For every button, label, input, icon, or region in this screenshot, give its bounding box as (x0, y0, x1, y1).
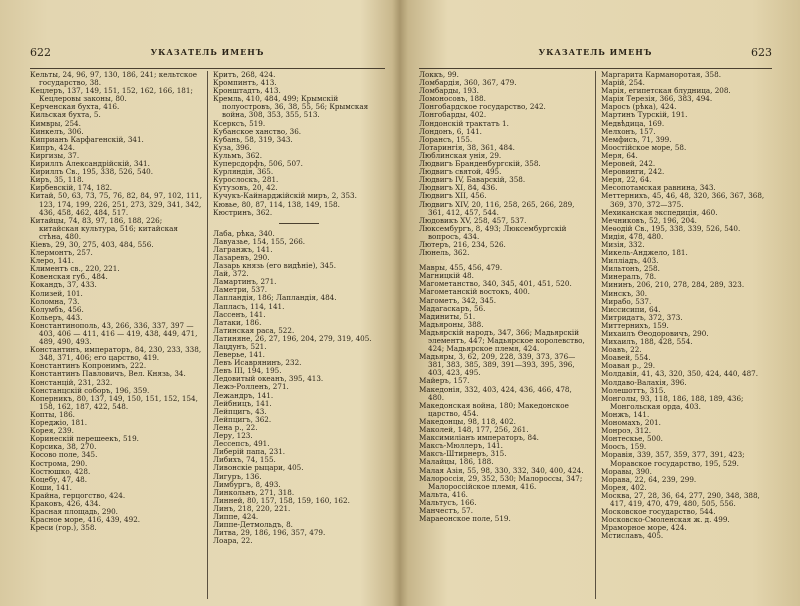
index-entry: Магометанскій востокъ, 400. (419, 287, 530, 297)
left-header-rule (30, 68, 385, 69)
index-entry: Людвигъ XII, 456. (419, 191, 487, 201)
right-header-rule (419, 68, 772, 69)
index-entry: Кириллъ Св., 195, 338, 526, 540. (30, 167, 154, 177)
index-entry: Лейпцигъ, 43. (213, 406, 267, 416)
index-entry: Лазарь князь (его видѣніе), 345. (213, 261, 336, 271)
right-page-columns (419, 71, 772, 599)
left-page-header (30, 46, 385, 68)
index-entry: Мелхонъ, 157. (601, 126, 656, 136)
index-entry: Мечниковъ, 52, 196, 204. (601, 215, 697, 225)
index-entry: Максъ-Штирнеръ, 315. (419, 449, 507, 459)
index-entry: Корсика, 38, 270. (30, 442, 97, 452)
index-entry: Монголы, 93, 118, 186, 188, 189, 436; Монгольская орда, 403. (601, 393, 744, 411)
index-entry: Колумбъ, 456. (30, 304, 84, 314)
index-entry: Максимиліанъ императоръ, 84. (419, 433, 539, 443)
index-entry: Констанцскій соборъ, 196, 359. (30, 385, 150, 395)
index-entry: Колизей, 101. (30, 288, 83, 298)
index-entry: Меровинги, 242. (601, 167, 665, 177)
index-entry: Монтескье, 500. (601, 434, 663, 444)
index-entry: Липпе-Детмольдъ, 8. (213, 520, 293, 530)
index-entry: Леверье, 141. (213, 350, 265, 360)
index-entry: Лай, 372. (213, 269, 249, 279)
index-entry: Ксерксъ, 519. (213, 118, 266, 128)
index-entry: Левъ Исаврянинъ, 232. (213, 358, 302, 368)
index-entry: Малайцы, 186, 188. (419, 457, 494, 467)
index-entry: Мильтонъ, 258. (601, 264, 660, 274)
index-entry: Локкъ, 99. (419, 71, 459, 79)
index-entry: Кромпинтъ, 413. (213, 78, 277, 88)
index-entry: Монжъ, 141. (601, 409, 650, 419)
index-entry: Мемфисъ, 71, 399. (601, 134, 672, 144)
index-entry: Микель-Анджело, 181. (601, 248, 688, 258)
index-entry: Мадьяроны, 388. (419, 319, 484, 329)
index-entry: Клеро, 141. (30, 256, 74, 266)
index-entry: Морава, 22, 64, 239, 299. (601, 474, 697, 484)
index-entry: Мизія, 332. (601, 239, 645, 249)
index-entry: Лессепсъ, 491. (213, 439, 270, 449)
index-entry: Московское государство, 544. (601, 507, 716, 517)
index-entry: Коши, 141. (30, 482, 72, 492)
index-entry: Киръ, 35, 118. (30, 175, 84, 185)
index-entry: Монроэ, 312. (601, 426, 652, 436)
index-entry: Люнель, 362. (419, 248, 470, 258)
index-entry: Левъ III, 194, 195. (213, 366, 282, 376)
index-entry: Липпе, 424. (213, 511, 259, 521)
index-entry: Киприанъ Карфагенскій, 341. (30, 134, 144, 144)
index-entry: Линъ, 218, 220, 221. (213, 503, 291, 513)
index-entry: Меровей, 242. (601, 159, 656, 169)
index-entry: Лежандръ, 141. (213, 390, 274, 400)
index-entry: Кювье, 80, 87, 114, 138, 149, 158. (213, 199, 340, 209)
index-entry: Лонгобардское государство, 242. (419, 102, 546, 112)
index-entry: Магометанство, 340, 345, 401, 451, 520. (419, 279, 572, 289)
index-entry: Кронштадтъ, 413. (213, 86, 281, 96)
index-entry: Латиняне, 26, 27, 196, 204, 279, 319, 405. (213, 333, 372, 343)
index-entry: Коперникъ, 80, 137, 149, 150, 151, 152, 154, 158, 162, 187, 422, 548. (30, 393, 198, 411)
index-entry: Куза, 396. (213, 142, 252, 152)
index-entry: Молешоттъ, 315. (601, 385, 666, 395)
index-entry: Кіевъ, 29, 30, 275, 403, 484, 556. (30, 239, 154, 249)
index-entry: Миссисипи, 64. (601, 304, 661, 314)
index-entry: Морея, 402. (601, 482, 647, 492)
index-entry: Куперсдорфъ, 506, 507. (213, 159, 303, 169)
index-entry: Лотарингія, 38, 361, 484. (419, 142, 515, 152)
index-entry: Константинополь, 43, 266, 336, 337, 397 — 403, 406 — 411, 416 — 419, 438, 449, 471, 489, 490, 493. (30, 320, 198, 347)
index-entry: Клермонтъ, 257. (30, 248, 93, 258)
index-entry: Моосъ, 159. (601, 442, 647, 452)
index-entry: Лондонскій трактатъ 1. (419, 118, 509, 128)
right-page-running-title: УКАЗАТЕЛЬ ИМЕНЪ (538, 47, 653, 57)
index-entry: Меря, 64. (601, 150, 638, 160)
index-entry: Копты, 186. (30, 409, 75, 419)
index-entry: Моавая р., 29. (601, 361, 656, 371)
index-entry: Миттернихъ, 159. (601, 320, 669, 330)
index-entry: Китай, 50, 63, 73, 75, 76, 82, 84, 97, 102, 111, 123, 174, 199, 226, 251, 273, 329, 341, 342, 436, 458, 462, 484, 517. (30, 191, 202, 217)
index-entry: Ливонскіе рыцари, 405. (213, 463, 304, 473)
index-entry: Лена р., 22. (213, 422, 258, 432)
index-entry: Лондонъ, 6, 141. (419, 126, 482, 136)
index-entry: Малая Азія, 55, 98, 330, 332, 340, 400, 424. (419, 465, 584, 475)
index-entry: Ламартинъ, 271. (213, 277, 277, 287)
index-entry: Красная площадь, 290. (30, 507, 118, 517)
index-entry: Лоара, 22. (213, 536, 253, 546)
index-entry: Латаки, 186. (213, 317, 262, 327)
index-entry: Лавуазье, 154, 155, 266. (213, 236, 306, 246)
index-entry: Кореджіо, 181. (30, 418, 87, 428)
index-entry: Кириллъ Александрійскій, 341. (30, 159, 150, 169)
index-entry: Молдавія, 41, 43, 320, 350, 424, 440, 487. (601, 369, 758, 379)
index-entry: Ломоносовъ, 188. (419, 94, 486, 104)
index-entry: Климентъ св., 220, 221. (30, 264, 120, 274)
index-entry: Михаилъ, 188, 428, 554. (601, 337, 693, 347)
index-entry: Людвигъ Бранденбургскій, 358. (419, 159, 541, 169)
index-entry: Моавей, 554. (601, 353, 651, 363)
index-entry: Максъ-Мюллеръ, 141. (419, 441, 503, 451)
index-entry: Людвигъ IV, Баварскій, 358. (419, 175, 526, 185)
index-entry: Мономахъ, 201. (601, 418, 661, 428)
index-entry: Кремль, 410, 484, 499; Крымскій полуостровъ, 36, 38, 55, 56; Крымская война, 308, 353, 355, 513. (213, 94, 369, 120)
index-entry: Константинъ Павловичъ, Вел. Князь, 34. (30, 369, 186, 379)
index-entry: Кучукъ-Кайнарджійскій миръ, 2, 353. (213, 191, 357, 201)
right-page-number: 623 (751, 46, 772, 59)
index-entry: Красное море, 416, 439, 492. (30, 515, 141, 525)
right-column-1-part-b (419, 264, 590, 523)
index-entry: Константинъ, императоръ, 84, 230, 233, 338, 348, 371, 406; его царство, 419. (30, 345, 202, 363)
index-entry: Лонгобарды, 402. (419, 110, 487, 120)
index-entry: Молдаво-Валахія, 396. (601, 377, 687, 387)
index-entry: Коцебу, 47, 48. (30, 474, 88, 484)
index-entry: Македонская война, 180; Македонское царство, 454. (419, 400, 569, 418)
index-entry: Ледовитый океанъ, 395, 413. (213, 374, 324, 384)
index-entry: Магницкій 48. (419, 271, 474, 281)
index-entry: Михаилъ Өеодоровичъ, 290. (601, 329, 709, 338)
index-entry: Марій, 254. (601, 78, 645, 88)
index-entry: Кельты, 24, 96, 97, 130, 186, 241; кельтское государство, 38. (30, 71, 198, 88)
index-entry: Креси (гор.), 358. (30, 523, 97, 533)
index-entry: Кульмъ, 362. (213, 150, 263, 160)
left-column-2 (207, 71, 385, 599)
index-entry: Московско-Смоленская ж. д. 499. (601, 515, 730, 525)
index-entry: Ломбарды, 193. (419, 86, 479, 96)
index-entry: Меѳодій Св., 195, 338, 339, 526, 540. (601, 223, 741, 233)
index-entry: Коломна, 73. (30, 296, 80, 306)
left-page (0, 0, 399, 606)
index-entry: Лассенъ, 141. (213, 309, 266, 319)
left-column-2-part-b (213, 230, 385, 546)
index-entry: Леру, 123. (213, 431, 253, 441)
index-entry: Лорансъ, 155. (419, 134, 473, 144)
left-page-running-title: УКАЗАТЕЛЬ ИМЕНЪ (150, 47, 265, 57)
index-entry: Кинкелъ, 306. (30, 126, 84, 136)
right-column-2 (595, 71, 772, 599)
index-entry: Кокандъ, 37, 433. (30, 280, 97, 290)
index-entry: Либихъ, 74, 155. (213, 455, 276, 465)
index-entry: Кутузовъ, 20, 42. (213, 183, 278, 193)
index-entry: Литва, 29, 186, 196, 357, 479. (213, 528, 326, 538)
index-entry: Москва, 27, 28, 36, 64, 277, 290, 348, 388, 417, 419, 470, 479, 480, 505, 556. (601, 490, 760, 508)
index-entry: Кольеръ, 443. (30, 312, 83, 322)
index-entry: Люксембургъ, 8, 493; Люксембургскій вопросъ, 434. (419, 223, 567, 241)
index-entry: Людвигъ святой, 495. (419, 167, 502, 177)
index-entry: Константинъ Копронимъ, 222. (30, 361, 147, 371)
index-entry: Мадьяры, 3, 62, 209, 228, 339, 373, 376—381, 383, 385, 389, 391—393, 395, 396, 403, 423, 495. (419, 352, 576, 378)
index-entry: Мальта, 416. (419, 489, 468, 499)
index-entry: Марія Терезія, 366, 383, 494. (601, 94, 713, 104)
letter-separator-l (279, 223, 319, 224)
index-entry: Китайцы, 74, 83, 97, 186, 188, 226; китайская культура, 516; китайская стѣна, 480. (30, 215, 178, 241)
index-entry: Мстиславъ, 405. (601, 531, 664, 541)
right-page (401, 0, 800, 606)
index-entry: Моавъ, 22. (601, 345, 642, 355)
index-entry: Людовикъ XV, 258, 457, 537. (419, 215, 527, 225)
index-entry: Майеръ, 157. (419, 376, 470, 386)
index-entry: Марія, египетская блудница, 208. (601, 86, 731, 96)
index-entry: Мининъ, 206, 210, 278, 284, 289, 323. (601, 280, 745, 290)
index-entry: Лазаревъ, 290. (213, 252, 270, 262)
index-entry: Митридатъ, 372, 373. (601, 312, 683, 322)
index-entry: Корея, 239. (30, 426, 74, 436)
index-entry: Кецлеръ, 137, 149, 151, 152, 162, 166, 181; Кецлеровы законы, 80. (30, 86, 193, 104)
right-column-1-part-a (419, 71, 590, 257)
index-entry: Ломбардія, 360, 367, 479. (419, 78, 517, 88)
index-entry: Милліадъ, 403. (601, 256, 659, 266)
index-entry: Мехиканская экспедиція, 460. (601, 207, 718, 217)
index-entry: Керченская бухта, 416. (30, 102, 120, 112)
index-entry: Малороссія, 29, 352, 530; Малороссы, 347; Малороссійское племя, 416. (419, 473, 583, 491)
right-column-1 (419, 71, 595, 599)
index-entry: Кирбевскій, 174, 182. (30, 183, 113, 193)
index-entry: Магометъ, 342, 345. (419, 295, 496, 305)
index-entry: Кимвры, 254. (30, 118, 81, 128)
index-entry: Македонцы, 98, 118, 402. (419, 416, 516, 426)
right-page-header (419, 46, 772, 68)
index-entry: Месопотамская равнина, 343. (601, 183, 716, 193)
index-entry: Краковъ, 426, 434. (30, 498, 101, 508)
index-entry: Констанцій, 231, 232. (30, 377, 113, 387)
index-entry: Минскъ, 30. (601, 288, 648, 298)
index-entry: Мавры, 455, 456, 479. (419, 263, 503, 273)
index-entry: Мирабо, 537. (601, 296, 652, 306)
index-entry: Костюшко, 428. (30, 466, 91, 476)
left-page-number: 622 (30, 46, 51, 59)
left-column-1 (30, 71, 207, 599)
index-entry: Маросъ (рѣка), 424. (601, 102, 677, 112)
index-entry: Лейбницъ, 141. (213, 398, 272, 408)
index-entry: Кубань, 58, 319, 343. (213, 134, 293, 144)
index-entry: Македонія, 332, 403, 424, 436, 466, 478, 480. (419, 384, 572, 402)
index-entry: Моравы, 390. (601, 466, 652, 476)
index-entry: Мадьярскій народъ, 347, 366; Мадьярскій элементъ, 447; Мадьярское королевство, 424; Мадьярское племя, 424. (419, 327, 585, 354)
index-entry: Медвѣдица, 169. (601, 118, 665, 128)
index-entry: Людвигъ XI, 84, 436. (419, 183, 498, 193)
index-entry: Лагранжъ, 141. (213, 244, 273, 254)
index-entry: Ковенская губ., 484. (30, 272, 108, 282)
index-entry: Мадиниты, 51. (419, 311, 476, 321)
index-entry: Кострома, 290. (30, 458, 88, 468)
index-entry: Мальтусъ, 166. (419, 497, 477, 507)
index-entry: Косово поле, 345. (30, 450, 98, 460)
index-entry: Лигуръ, 136. (213, 471, 262, 481)
index-entry: Моостійское море, 58. (601, 142, 687, 152)
index-entry: Линней, 80, 157, 158, 159, 160, 162. (213, 495, 350, 505)
index-entry: Кильская бухта, 5. (30, 110, 101, 120)
index-entry: Кубанское ханство, 36. (213, 126, 302, 136)
index-entry: Киргизы, 37. (30, 150, 80, 160)
index-entry: Ламетри, 537. (213, 285, 268, 295)
index-entry: Коринескій перешеекъ, 519. (30, 434, 139, 444)
index-entry: Мартинъ Турскій, 191. (601, 110, 688, 120)
left-page-columns (30, 71, 385, 599)
index-entry: Линкольнъ, 271, 318. (213, 487, 295, 497)
index-entry: Мраморное море, 424. (601, 523, 687, 533)
index-entry: Люблинская унія, 29. (419, 150, 502, 160)
index-entry: Лапландія, 186; Лапландія, 484. (213, 293, 337, 303)
index-entry: Курляндія, 365. (213, 167, 274, 177)
index-entry: Крайна, герцогство, 424. (30, 490, 126, 500)
index-entry: Манчестъ, 57. (419, 505, 474, 515)
index-entry: Лежэ-Ролленъ, 271. (213, 382, 289, 392)
index-entry: Лацдунъ, 521. (213, 342, 267, 351)
left-column-2-part-a (213, 71, 385, 217)
index-entry: Маколей, 148, 177, 256, 261. (419, 425, 529, 435)
index-entry: Лютеръ, 216, 234, 526. (419, 239, 506, 249)
index-entry: Лейпцигъ, 362. (213, 414, 272, 424)
index-entry: Минералъ, 78. (601, 272, 657, 282)
index-entry: Кипръ, 424. (30, 142, 75, 152)
index-entry: Кюстринъ, 362. (213, 207, 273, 217)
index-entry: Моравія, 339, 357, 359, 377, 391, 423; Моравское государство, 195, 529. (601, 450, 745, 468)
index-entry: Людвигъ XIV, 20, 116, 258, 265, 266, 289, 361, 412, 457, 544. (419, 199, 575, 217)
index-entry: Либерій папа, 231. (213, 447, 286, 457)
index-entry: Мадагаскаръ, 56. (419, 303, 486, 313)
index-entry: Мидія, 478, 480. (601, 231, 664, 241)
index-entry: Мараеонское поле, 519. (419, 514, 511, 524)
index-entry: Лимбургъ, 8, 493. (213, 479, 281, 489)
index-entry: Лапласъ, 114, 141. (213, 301, 285, 311)
index-entry: Маргарита Карманоротая, 358. (601, 71, 721, 79)
index-entry: Латинская раса, 522. (213, 325, 295, 335)
index-entry: Меттернихъ, 45, 46, 48, 320, 366, 367, 368, 369, 370, 372—375. (601, 191, 765, 209)
index-entry: Критъ, 268, 424. (213, 71, 276, 79)
index-entry: Лаба, рѣка, 340. (213, 228, 275, 238)
index-entry: Курослоскъ, 281. (213, 175, 279, 185)
index-entry: Меря, 22, 64. (601, 175, 652, 185)
